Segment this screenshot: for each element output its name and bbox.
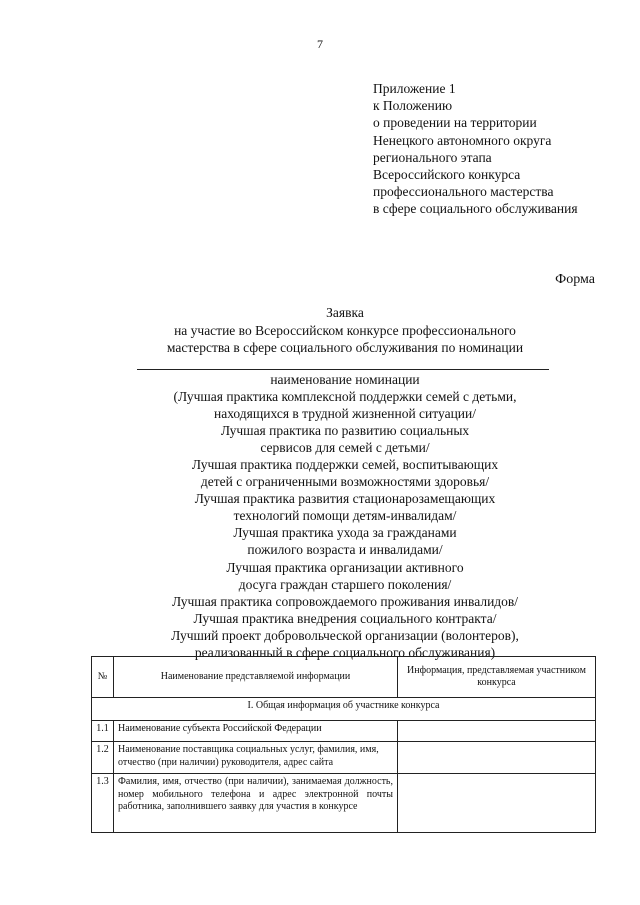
nomination-line: досуга граждан старшего поколения/	[238, 576, 452, 592]
application-title	[120, 304, 570, 357]
nomination-line: Лучшая практика по развитию социальных	[220, 423, 470, 439]
row-name: Фамилия, имя, отчество (при наличии), занимаемая должность, номер мобильного телефона и адрес электронной почты работника, заполнившего заявку для участия в конкурсе	[114, 774, 398, 833]
nomination-line: технологий помощи детям-инвалидам/	[233, 508, 457, 524]
header-name: Наименование представляемой информации	[114, 657, 398, 698]
application-info-table	[91, 656, 596, 833]
appendix-reference	[373, 80, 623, 218]
table-row	[92, 742, 596, 774]
nomination-line: сервисов для семей с детьми/	[260, 440, 430, 456]
nomination-line: Лучшая практика ухода за гражданами	[233, 525, 457, 541]
appendix-line: о проведении на территории	[373, 115, 537, 131]
nomination-line: реализованный в сфере социального обслуживания)	[194, 644, 496, 660]
row-value-cell[interactable]	[398, 742, 596, 774]
form-label: Форма	[555, 272, 595, 287]
nomination-line: Лучшая практика сопровождаемого проживания инвалидов/	[171, 593, 519, 609]
appendix-line: Ненецкого автономного округа	[373, 132, 552, 148]
title-line: на участие во Всероссийском конкурсе профессионального	[174, 322, 516, 338]
row-value-cell[interactable]	[398, 721, 596, 742]
table-row	[92, 721, 596, 742]
appendix-line: Приложение 1	[373, 81, 456, 96]
title-line: Заявка	[326, 305, 364, 320]
row-name: Наименование поставщика социальных услуг, фамилия, имя, отчество (при наличии) руководителя, адрес сайта	[114, 742, 398, 774]
appendix-line: в сфере социального обслуживания	[373, 201, 578, 217]
title-line: мастерства в сфере социального обслуживания по номинации	[166, 340, 524, 355]
nomination-line: пожилого возраста и инвалидами/	[247, 542, 443, 558]
header-info: Информация, представляемая участником конкурса	[398, 657, 596, 698]
section-row	[92, 698, 596, 721]
row-number: 1.1	[92, 721, 114, 742]
nomination-line: Лучшая практика развития стационарозамещающих	[194, 491, 496, 507]
nomination-line: детей с ограниченными возможностями здоровья/	[200, 474, 490, 490]
nomination-line: (Лучшая практика комплексной поддержки семей с детьми,	[173, 389, 517, 405]
nomination-line: Лучший проект добровольческой организации (волонтеров),	[171, 627, 519, 643]
page-number: 7	[317, 37, 323, 51]
appendix-line: к Положению	[373, 98, 453, 114]
nomination-line: Лучшая практика внедрения социального контракта/	[193, 610, 497, 626]
table-row	[92, 774, 596, 833]
header-number: №	[92, 657, 114, 698]
appendix-line: регионального этапа	[373, 149, 492, 165]
appendix-line: профессионального мастерства	[373, 184, 554, 200]
nomination-caption: наименование номинации	[270, 372, 420, 387]
nomination-blank-line	[137, 369, 549, 370]
nomination-line: Лучшая практика поддержки семей, воспитывающих	[191, 457, 499, 473]
row-number: 1.2	[92, 742, 114, 774]
section-title: I. Общая информация об участнике конкурса	[92, 698, 596, 721]
nomination-line: Лучшая практика организации активного	[226, 559, 464, 575]
nomination-line: находящихся в трудной жизненной ситуации/	[213, 406, 476, 422]
row-name: Наименование субъекта Российской Федерации	[114, 721, 398, 742]
appendix-line: Всероссийского конкурса	[373, 167, 521, 183]
row-value-cell[interactable]	[398, 774, 596, 833]
row-number: 1.3	[92, 774, 114, 833]
table-header-row	[92, 657, 596, 698]
nomination-list	[100, 371, 590, 661]
